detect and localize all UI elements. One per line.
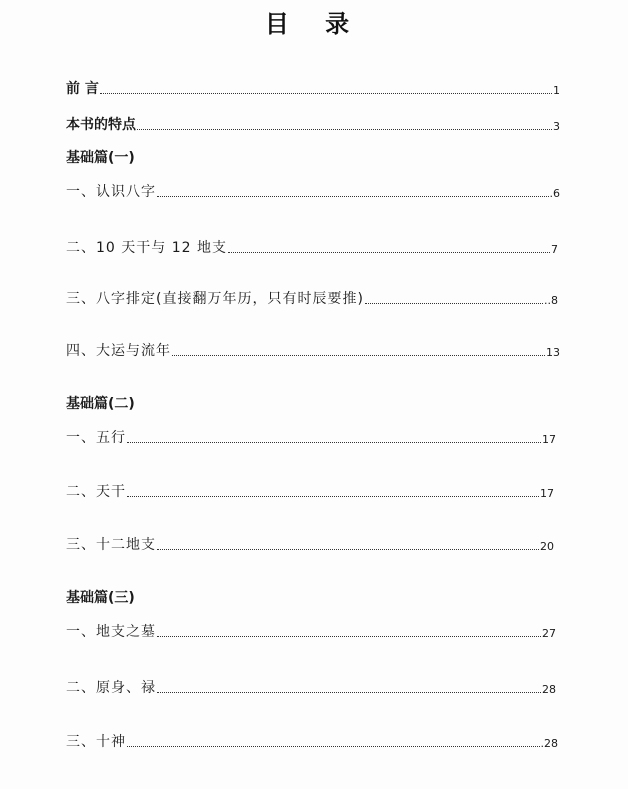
toc-entry[interactable]: [66, 240, 558, 256]
toc-entry-label: 三、十二地支: [66, 537, 156, 553]
leader-dots: [137, 129, 552, 130]
toc-entry-label: 二、天干: [66, 484, 126, 500]
section-heading-basics-1: 基础篇(一): [66, 150, 135, 166]
leader-dots: [127, 442, 541, 443]
toc-page-number: 13: [546, 346, 560, 359]
toc-page-number: 28: [542, 683, 556, 696]
toc-entry-label: 一、认识八字: [66, 184, 156, 200]
leader-dots: [157, 636, 541, 637]
toc-entry-preface[interactable]: [66, 81, 560, 97]
toc-entry[interactable]: [66, 343, 560, 359]
toc-entry[interactable]: [66, 680, 556, 696]
toc-entry[interactable]: [66, 291, 558, 307]
leader-dots: [127, 746, 540, 747]
toc-page-number: .6: [549, 187, 560, 200]
toc-entry-label: 二、10 天干与 12 地支: [66, 240, 227, 256]
toc-entry-label: 前 言: [66, 81, 99, 97]
leader-dots: [100, 93, 552, 94]
toc-entry[interactable]: [66, 624, 556, 640]
toc-entry-label: 一、地支之墓: [66, 624, 156, 640]
toc-entry[interactable]: [66, 430, 556, 446]
toc-entry-label: 本书的特点: [66, 117, 136, 133]
toc-entry[interactable]: [66, 537, 554, 553]
toc-page-number: .28: [540, 737, 558, 750]
toc-page-number: 27: [542, 627, 556, 640]
toc-page-number: ..8: [544, 294, 558, 307]
toc-entry-label: 二、原身、禄: [66, 680, 156, 696]
leader-dots: [127, 496, 539, 497]
toc-entry-label: 一、五行: [66, 430, 126, 446]
toc-page-number: 1: [553, 84, 560, 97]
page-title: 目 录: [264, 10, 364, 38]
toc-page-number: 3: [553, 120, 560, 133]
leader-dots: [365, 303, 543, 304]
section-heading-basics-3: 基础篇(三): [66, 590, 135, 606]
toc-entry-label: 三、十神: [66, 734, 126, 750]
toc-entry[interactable]: [66, 734, 558, 750]
toc-entry[interactable]: [66, 484, 554, 500]
toc-entry-label: 四、大运与流年: [66, 343, 171, 359]
leader-dots: [157, 196, 549, 197]
toc-page-number: 7: [551, 243, 558, 256]
toc-page-number: 17: [540, 487, 554, 500]
toc-page-number: 20: [540, 540, 554, 553]
toc-page-number: 17: [542, 433, 556, 446]
toc-entry[interactable]: [66, 184, 560, 200]
leader-dots: [172, 355, 545, 356]
toc-entry-label: 三、八字排定(直接翻万年历，只有时辰要推): [66, 291, 364, 307]
toc-entry-features[interactable]: [66, 117, 560, 133]
leader-dots: [157, 549, 539, 550]
section-heading-basics-2: 基础篇(二): [66, 396, 135, 412]
leader-dots: [228, 252, 550, 253]
leader-dots: [157, 692, 541, 693]
